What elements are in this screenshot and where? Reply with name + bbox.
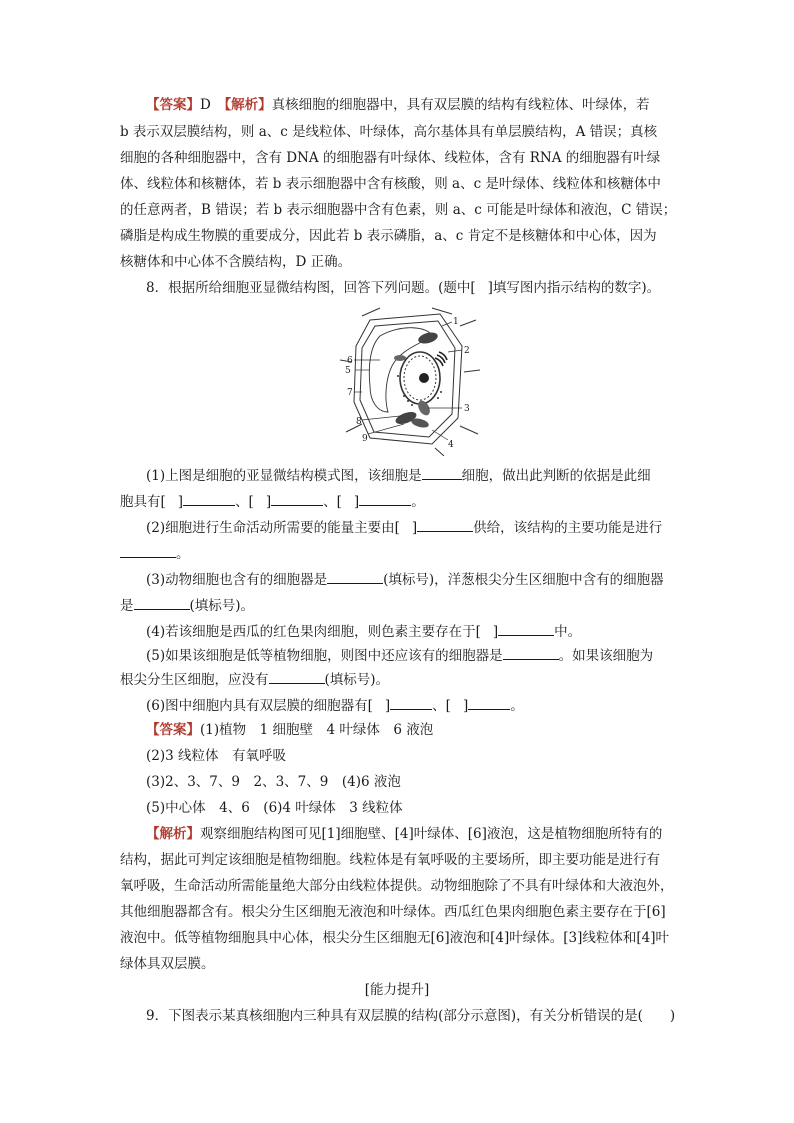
q8-analysis-line: 氧呼吸，生命活动所需能量绝大部分由线粒体提供。动物细胞除了不具有叶绿体和大液泡外， [120, 878, 674, 894]
answer-blank[interactable] [359, 491, 411, 506]
answer-blank[interactable] [269, 669, 325, 684]
q8-subquestion-4: (4)若该细胞是西瓜的红色果肉细胞，则色素主要存在于[ ] 中。 [146, 621, 680, 641]
q8-answer-line: (2)3 线粒体 有氧呼吸 [146, 748, 287, 764]
q9-stem: 9．下图表示某真核细胞内三种具有双层膜的结构(部分示意图)，有关分析错误的是( ) [146, 1008, 676, 1024]
section-title: [能力提升] [364, 982, 430, 998]
figure-label: 7 [347, 388, 353, 398]
q8-analysis-line: 结构，据此可判定该细胞是植物细胞。线粒体是有氧呼吸的主要场所，即主要功能是进行有 [120, 852, 660, 868]
answer-blank[interactable] [271, 491, 323, 506]
q8-stem: 8．根据所给细胞亚显微结构图，回答下列问题。(题中[ ]填写图内指示结构的数字)。 [146, 280, 661, 296]
answer-blank[interactable] [468, 695, 510, 710]
answer-blank[interactable] [183, 491, 235, 506]
figure-label: 1 [453, 317, 459, 327]
answer-blank[interactable] [120, 543, 176, 558]
q8-answer-line: (5)中心体 4、6 (6)4 叶绿体 3 线粒体 [146, 800, 403, 816]
plant-cell-diagram [340, 306, 480, 456]
figure-label: 8 [356, 417, 362, 427]
q8-subquestion-5: (5)如果该细胞是低等植物细胞，则图中还应该有的细胞器是 。如果该细胞为 [146, 645, 680, 665]
answer-blank[interactable] [390, 695, 432, 710]
q8-subquestion-5-cont: 根尖分生区细胞，应没有 (填标号)。 [120, 669, 680, 689]
answer-tag: 【答案】 [146, 97, 200, 113]
answer-value: D [200, 97, 211, 113]
figure-label: 5 [345, 366, 351, 376]
analysis-tag: 【解析】 [224, 97, 272, 113]
analysis-text: 的任意两者，B 错误；若 b 表示细胞器中含有色素，则 a、c 可能是叶绿体和液泡，C 错误； [120, 202, 677, 218]
answer-blank[interactable] [134, 595, 190, 610]
answer-blank[interactable] [422, 465, 462, 480]
analysis-text: 真核细胞的细胞器中，具有双层膜的结构有线粒体、叶绿体，若 [271, 97, 650, 113]
q8-analysis-line: 【解析】观察细胞结构图可见[1]细胞壁、[4]叶绿体、[6]液泡，这是植物细胞所特有的 [146, 826, 663, 842]
answer-tag: 【答案】 [146, 722, 200, 738]
figure-label: 2 [464, 346, 470, 356]
answer-blank[interactable] [498, 621, 554, 636]
q8-subquestion-2: (2)细胞进行生命活动所需要的能量主要由[ ] 供给，该结构的主要功能是进行 [146, 517, 680, 537]
analysis-text: 磷脂是构成生物膜的重要成分，因此若 b 表示磷脂，a、c 肯定不是核糖体和中心体，因为 [120, 228, 657, 244]
figure-label: 4 [448, 440, 454, 450]
q8-answer-line: (3)2、3、7、9 2、3、7、9 (4)6 液泡 [146, 774, 401, 790]
answer-blank[interactable] [417, 517, 473, 532]
q8-subquestion-6: (6)图中细胞内具有双层膜的细胞器有[ ] 、[ ] 。 [146, 695, 680, 715]
q8-analysis-line: 其他细胞器都含有。根尖分生区细胞无液泡和叶绿体。西瓜红色果肉细胞色素主要存在于[6] [120, 904, 666, 920]
analysis-text: 核糖体和中心体不含膜结构，D 正确。 [120, 254, 352, 270]
q8-analysis-line: 绿体具双层膜。 [120, 956, 215, 972]
q8-subquestion-3: (3)动物细胞也含有的细胞器是 (填标号)，洋葱根尖分生区细胞中含有的细胞器 [146, 569, 680, 589]
q8-subquestion-1-cont: 胞具有[ ] 、[ ] 、[ ] 。 [120, 491, 680, 511]
q7-answer-line [146, 96, 680, 114]
figure-label: 3 [464, 404, 470, 414]
q8-subquestion-3-cont: 是 (填标号)。 [120, 595, 680, 615]
analysis-text: 体、线粒体和核糖体，若 b 表示细胞器中含有核酸，则 a、c 是叶绿体、线粒体和核糖体中 [120, 176, 661, 192]
figure-label: 9 [362, 434, 368, 444]
figure-label: 6 [347, 356, 353, 366]
analysis-text: 细胞的各种细胞器中，含有 DNA 的细胞器有叶绿体、线粒体，含有 RNA 的细胞器有叶绿 [120, 150, 661, 166]
analysis-text: b 表示双层膜结构，则 a、c 是线粒体、叶绿体，高尔基体具有单层膜结构，A 错误；真核 [120, 124, 658, 140]
q8-subquestion-2-cont: 。 [120, 543, 680, 563]
answer-blank[interactable] [327, 569, 383, 584]
analysis-tag: 【解析】 [146, 826, 200, 842]
q8-answer-line: 【答案】(1)植物 1 细胞壁 4 叶绿体 6 液泡 [146, 722, 434, 738]
q8-subquestion-1: (1)上图是细胞的亚显微结构模式图，该细胞是 细胞，做出此判断的依据是此细 [146, 465, 680, 485]
q8-analysis-line: 液泡中。低等植物细胞具中心体，根尖分生区细胞无[6]液泡和[4]叶绿体。[3]线粒体和[4]叶 [120, 930, 669, 946]
answer-blank[interactable] [503, 645, 559, 660]
